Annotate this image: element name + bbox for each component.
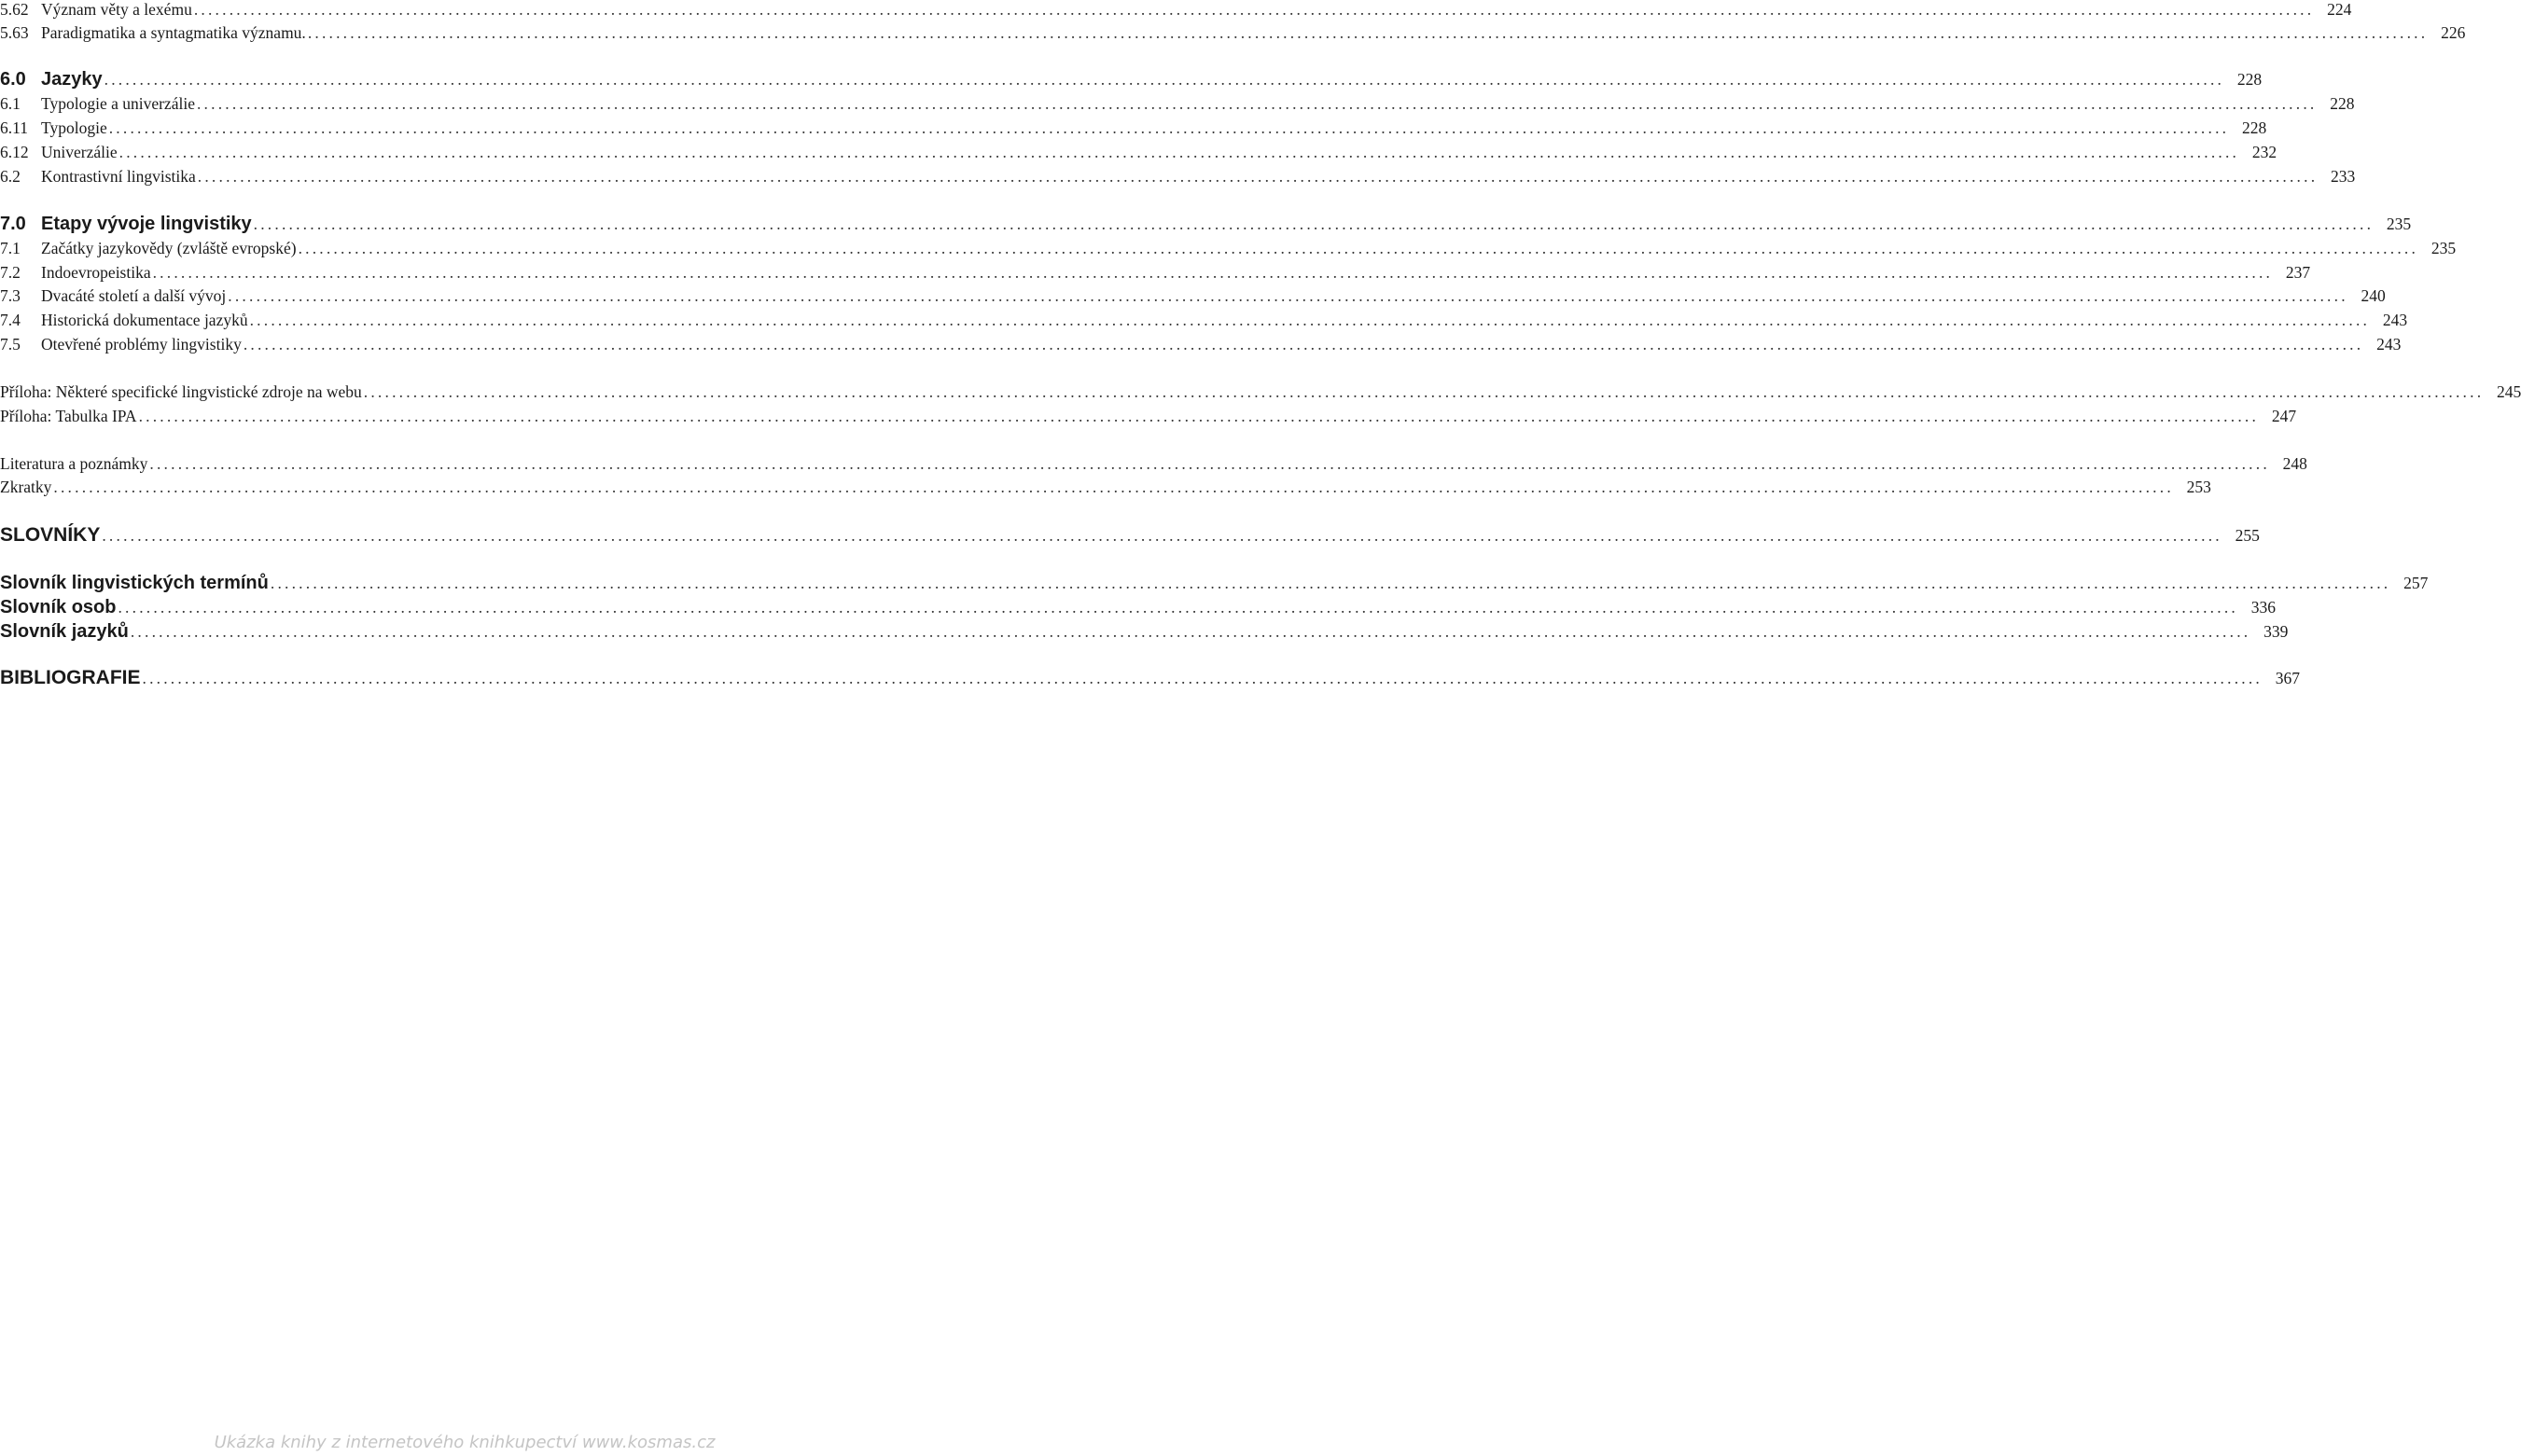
toc-entry-number: 7.0: [0, 214, 26, 234]
leader-dots: ............................................................................................................................................................................................................................................................................................................: [118, 598, 2238, 617]
leader-dots: ............................................................................................................................................................................................................................................................................................................: [243, 335, 2364, 354]
toc-entry: [0, 667, 2300, 689]
toc-entry: [0, 476, 2211, 498]
toc-entry: [0, 596, 2276, 618]
toc-entry-title: Literatura a poznámky: [0, 454, 148, 473]
toc-entry-title: Indoevropeistika: [41, 263, 151, 282]
toc-entry-page: 245: [2497, 382, 2521, 401]
toc-entry-title: Zkratky: [0, 478, 52, 496]
toc-entry-number: 6.12: [0, 143, 29, 161]
leader-dots: ............................................................................................................................................................................................................................................................................................................: [363, 382, 2485, 401]
toc-entry: [0, 237, 2457, 259]
leader-dots: ............................................................................................................................................................................................................................................................................................................: [138, 407, 2260, 425]
toc-entry-page: 235: [2430, 239, 2457, 257]
toc-entry: [0, 381, 2521, 403]
toc-entry: [0, 261, 2311, 284]
toc-entry-page: 228: [2236, 70, 2263, 89]
toc-entry: [0, 524, 2260, 547]
leader-dots: ............................................................................................................................................................................................................................................................................................................: [298, 239, 2419, 257]
toc-entry-page: 248: [2282, 454, 2307, 473]
toc-entry: [0, 141, 2277, 163]
toc-entry: [0, 333, 2402, 355]
toc-entry-page: 228: [2241, 118, 2267, 137]
toc-entry-number: 5.63: [0, 23, 29, 42]
toc-entry-number: 7.4: [0, 311, 21, 329]
leader-dots: ............................................................................................................................................................................................................................................................................................................: [130, 622, 2251, 641]
toc-entry-page: 247: [2271, 407, 2297, 425]
toc-entry-title: Příloha: Některé specifické lingvistické zdroje na webu: [0, 382, 362, 401]
toc-entry: [0, 0, 2352, 21]
toc-entry-number: 6.1: [0, 94, 21, 113]
toc-entry: [0, 572, 2429, 594]
leader-dots: ............................................................................................................................................................................................................................................................................................................: [228, 286, 2348, 305]
toc-entry-page: 243: [2382, 311, 2408, 329]
toc-entry-page: 336: [2250, 598, 2276, 617]
toc-entry-number: 7.5: [0, 335, 21, 354]
toc-entry-number: 7.1: [0, 239, 21, 257]
toc-entry: [0, 68, 2263, 90]
toc-entry-title: Význam věty a lexému: [41, 0, 192, 19]
toc-entry: [0, 620, 2289, 643]
toc-entry-page: 232: [2251, 143, 2277, 161]
toc-entry-title: Paradigmatika a syntagmatika významu.: [41, 23, 306, 42]
toc-entry-title: Typologie: [41, 118, 107, 137]
toc-entry-number: 7.3: [0, 286, 21, 305]
leader-dots: ............................................................................................................................................................................................................................................................................................................: [149, 454, 2270, 473]
toc-entry-title: Začátky jazykovědy (zvláště evropské): [41, 239, 297, 257]
toc-entry: [0, 284, 2386, 307]
leader-dots: ............................................................................................................................................................................................................................................................................................................: [307, 23, 2429, 42]
leader-dots: ............................................................................................................................................................................................................................................................................................................: [142, 669, 2263, 687]
toc-entry-page: 257: [2403, 574, 2429, 592]
toc-entry-page: 233: [2331, 167, 2356, 186]
toc-entry-number: 6.11: [0, 118, 28, 137]
toc-entry-page: 243: [2376, 335, 2402, 354]
toc-entry-title: Jazyky: [41, 69, 103, 90]
toc-entry-title: BIBLIOGRAFIE: [0, 667, 141, 688]
toc-entry-title: Slovník lingvistických termínů: [0, 573, 269, 593]
leader-dots: ............................................................................................................................................................................................................................................................................................................: [104, 70, 2225, 89]
toc-entry-page: 367: [2275, 669, 2300, 687]
toc-entry: [0, 21, 2466, 44]
leader-dots: ............................................................................................................................................................................................................................................................................................................: [193, 0, 2315, 19]
leader-dots: ............................................................................................................................................................................................................................................................................................................: [53, 478, 2174, 496]
toc-entry-page: 224: [2327, 0, 2352, 19]
leader-dots: ............................................................................................................................................................................................................................................................................................................: [152, 263, 2274, 282]
toc-entry-title: Historická dokumentace jazyků: [41, 311, 248, 329]
leader-dots: ............................................................................................................................................................................................................................................................................................................: [196, 94, 2318, 113]
toc-entry-title: Příloha: Tabulka IPA: [0, 407, 137, 425]
leader-dots: ............................................................................................................................................................................................................................................................................................................: [118, 143, 2240, 161]
leader-dots: ............................................................................................................................................................................................................................................................................................................: [270, 574, 2391, 592]
toc-entry-title: Univerzálie: [41, 143, 118, 161]
toc-entry-title: Otevřené problémy lingvistiky: [41, 335, 242, 354]
toc-entry-page: 226: [2441, 23, 2466, 42]
toc-entry-page: 253: [2186, 478, 2211, 496]
toc-entry-page: 255: [2235, 526, 2260, 545]
leader-dots: ............................................................................................................................................................................................................................................................................................................: [249, 311, 2371, 329]
toc-entry-page: 235: [2386, 215, 2412, 233]
leader-dots: ............................................................................................................................................................................................................................................................................................................: [253, 215, 2375, 233]
toc-entry-page: 228: [2330, 94, 2355, 113]
toc-entry-title: Kontrastivní lingvistika: [41, 167, 196, 186]
toc-entry-page: 237: [2285, 263, 2311, 282]
watermark: Ukázka knihy z internetového knihkupectví www.kosmas.cz: [214, 1433, 716, 1452]
toc-entry: [0, 92, 2355, 115]
leader-dots: ............................................................................................................................................................................................................................................................................................................: [102, 526, 2222, 545]
toc-entry-title: Slovník jazyků: [0, 621, 129, 642]
leader-dots: ............................................................................................................................................................................................................................................................................................................: [197, 167, 2319, 186]
toc-entry: [0, 405, 2297, 427]
toc-entry-title: Etapy vývoje lingvistiky: [41, 214, 252, 234]
toc-entry-number: 6.0: [0, 69, 26, 90]
toc-entry-title: Dvacáté století a další vývoj: [41, 286, 227, 305]
toc-entry-number: 5.62: [0, 0, 29, 19]
toc-entry: [0, 309, 2408, 331]
toc-entry-number: 7.2: [0, 263, 21, 282]
toc-entry-number: 6.2: [0, 167, 21, 186]
toc-entry-title: SLOVNÍKY: [0, 524, 101, 546]
toc-entry-title: Slovník osob: [0, 597, 117, 617]
toc-entry: [0, 165, 2356, 187]
toc-entry-page: 240: [2361, 286, 2386, 305]
toc-entry: [0, 213, 2412, 235]
toc-entry-page: 339: [2263, 622, 2289, 641]
toc-entry: [0, 452, 2307, 475]
leader-dots: ............................................................................................................................................................................................................................................................................................................: [108, 118, 2230, 137]
toc-entry-title: Typologie a univerzálie: [41, 94, 195, 113]
toc-entry: [0, 117, 2267, 139]
